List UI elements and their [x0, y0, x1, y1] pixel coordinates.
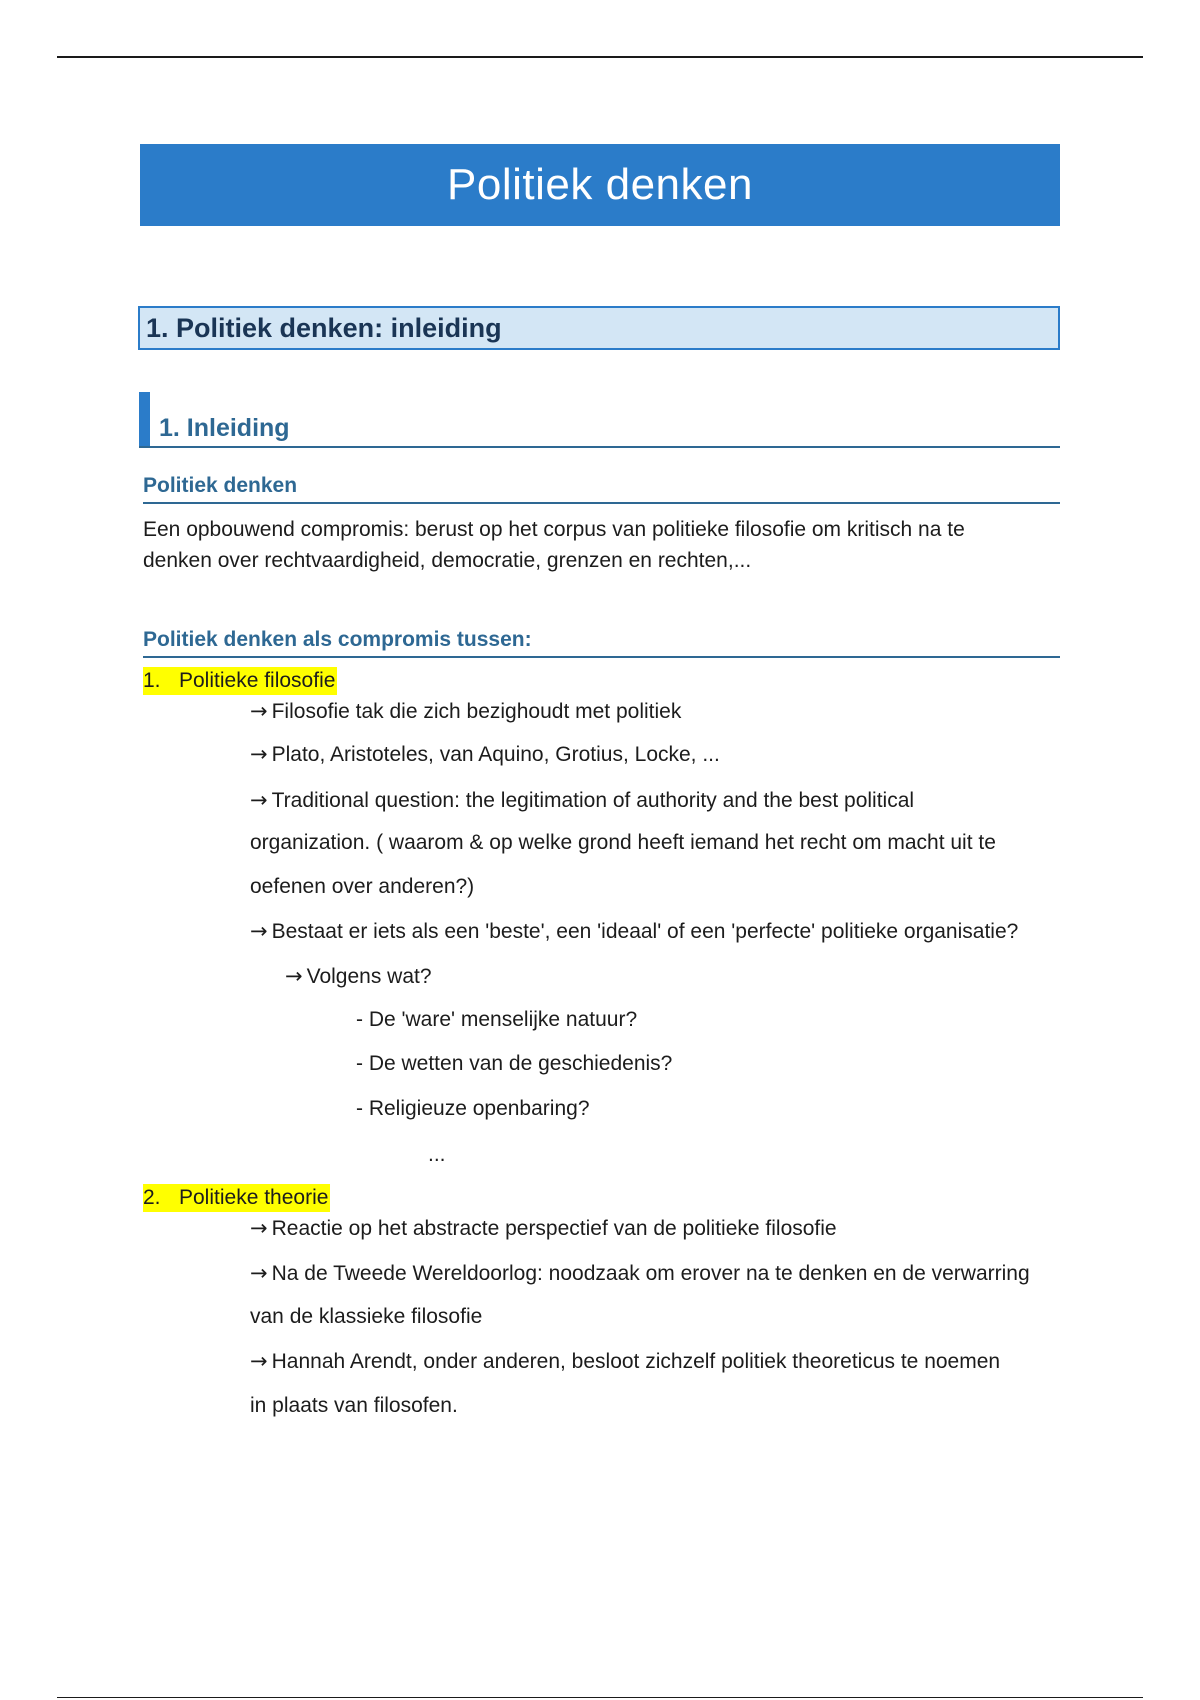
- continuation-line: in plaats van filosofen.: [250, 1394, 458, 1417]
- subheading-text: Politiek denken als compromis tussen:: [143, 628, 532, 651]
- title-banner: [140, 144, 1060, 226]
- arrow-icon: →: [250, 1349, 268, 1373]
- bullet-line: [285, 962, 432, 991]
- arrow-icon: →: [250, 742, 268, 766]
- bullet-line: [250, 786, 914, 815]
- bullet-line: [250, 697, 681, 726]
- line-text: Bestaat er iets als een 'beste', een 'ideaal' of een 'perfecte' politieke organisatie?: [271, 920, 1019, 943]
- arrow-icon: →: [250, 1261, 268, 1285]
- document-title: Politiek denken: [447, 160, 753, 209]
- arrow-icon: →: [250, 919, 268, 943]
- bullet-line: [250, 917, 1018, 946]
- line-text: Volgens wat?: [306, 965, 432, 988]
- bullet-line: [250, 1347, 1000, 1376]
- arrow-icon: →: [285, 964, 303, 988]
- arrow-icon: →: [250, 699, 268, 723]
- subheading-compromis: [143, 624, 1060, 658]
- footer-rule: [57, 1697, 1143, 1698]
- highlight: [143, 667, 337, 695]
- intro-paragraph: [143, 514, 1060, 576]
- subheading-politiek-denken: [143, 470, 1060, 504]
- header-rule: [57, 56, 1143, 58]
- line-text: Traditional question: the legitimation of authority and the best political: [271, 789, 915, 812]
- arrow-icon: →: [250, 1216, 268, 1240]
- continuation-line: oefenen over anderen?): [250, 875, 475, 898]
- highlight: [143, 1184, 330, 1212]
- paragraph-line: denken over rechtvaardigheid, democratie, grenzen en rechten,...: [143, 549, 752, 572]
- section-heading-box: [139, 392, 1060, 448]
- continuation-line: organization. ( waarom & op welke grond heeft iemand het recht om macht uit te: [250, 831, 996, 854]
- list-item-politieke-theorie: [143, 1184, 330, 1212]
- list-label: Politieke filosofie: [179, 669, 336, 692]
- line-text: Filosofie tak die zich bezighoudt met politiek: [271, 700, 682, 723]
- dash-line: - Religieuze openbaring?: [356, 1097, 590, 1120]
- line-text: Plato, Aristoteles, van Aquino, Grotius, Locke, ...: [271, 743, 720, 766]
- dash-line: - De 'ware' menselijke natuur?: [356, 1008, 638, 1031]
- bullet-line: [250, 1214, 837, 1243]
- arrow-icon: →: [250, 788, 268, 812]
- chapter-heading: 1. Politiek denken: inleiding: [146, 312, 502, 343]
- chapter-heading-box: [138, 306, 1060, 350]
- subheading-text: Politiek denken: [143, 474, 298, 497]
- section-accent-bar: [139, 392, 150, 446]
- list-number: 2.: [143, 1186, 161, 1209]
- line-text: Reactie op het abstracte perspectief van de politieke filosofie: [271, 1217, 837, 1240]
- paragraph-line: Een opbouwend compromis: berust op het corpus van politieke filosofie om kritisch na te: [143, 518, 965, 541]
- line-text: Hannah Arendt, onder anderen, besloot zichzelf politiek theoreticus te noemen: [271, 1350, 1001, 1373]
- list-item-politieke-filosofie: [143, 667, 337, 695]
- list-number: 1.: [143, 669, 161, 692]
- bullet-line: [250, 1259, 1030, 1288]
- list-label: Politieke theorie: [179, 1186, 329, 1209]
- bullet-line: [250, 740, 720, 769]
- section-heading: 1. Inleiding: [159, 414, 290, 442]
- ellipsis-line: ...: [428, 1143, 446, 1166]
- dash-line: - De wetten van de geschiedenis?: [356, 1052, 673, 1075]
- continuation-line: van de klassieke filosofie: [250, 1305, 483, 1328]
- line-text: Na de Tweede Wereldoorlog: noodzaak om erover na te denken en de verwarring: [271, 1262, 1030, 1285]
